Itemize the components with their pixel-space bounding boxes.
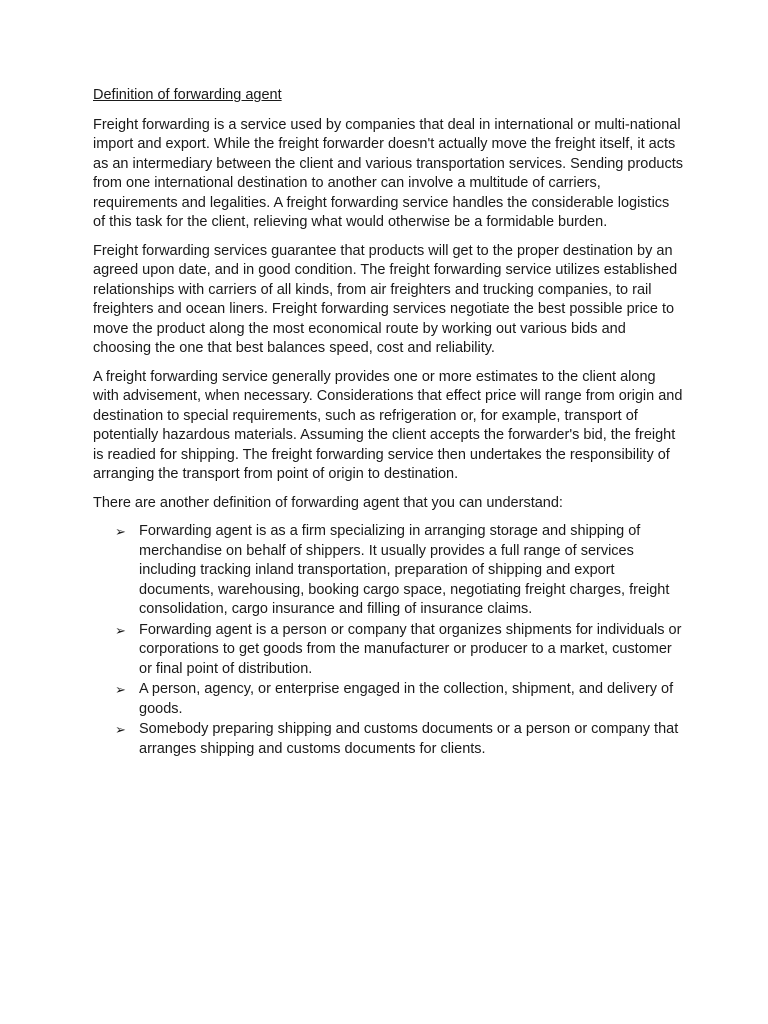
list-item-text: Forwarding agent is a person or company that organizes shipments for individuals or corporations to get goods from the manufacturer or producer to a market, customer or final point of distribution. (139, 621, 682, 677)
definition-list (93, 522, 683, 759)
paragraph-3: A freight forwarding service generally provides one or more estimates to the client along with advisement, when necessary. Considerations that effect price will range from origin and destination to special requirements, such as refrigeration or, for example, transport of potentially hazardous materials. Assuming the client accepts the forwarder's bid, the freight is readied for shipping. The freight forwarding service then undertakes the responsibility of arranging the transport from point of origin to destination. (93, 368, 683, 482)
paragraph-1: Freight forwarding is a service used by companies that deal in international or multi-national import and export. While the freight forwarder doesn't actually move the freight itself, it acts as an intermediary between the client and various transportation services. Sending products from one international destination to another can involve a multitude of carriers, requirements and legalities. A freight forwarding service handles the considerable logistics of this task for the client, relieving what would otherwise be a formidable burden. (93, 116, 683, 230)
paragraph-2: Freight forwarding services guarantee that products will get to the proper destination by an agreed upon date, and in good condition. The freight forwarding service utilizes established relationships with carriers of all kinds, from air freighters and trucking companies, to rail freighters and ocean liners. Freight forwarding services negotiate the best possible price to move the product along the most economical route by working out various bids and choosing the one that best balances speed, cost and reliability. (93, 242, 678, 356)
list-item-text: Somebody preparing shipping and customs documents or a person or company that arranges shipping and customs documents for clients. (139, 721, 679, 757)
document-page (93, 86, 683, 760)
list-item (93, 621, 683, 680)
list-item (93, 522, 683, 620)
arrow-bullet-icon: ➢ (115, 524, 126, 539)
arrow-bullet-icon: ➢ (115, 722, 126, 737)
arrow-bullet-icon: ➢ (115, 622, 126, 638)
list-item-text: A person, agency, or enterprise engaged in the collection, shipment, and delivery of goods. (139, 681, 674, 717)
arrow-bullet-icon: ➢ (115, 682, 126, 697)
list-item (93, 680, 683, 719)
paragraph-intro-list: There are another definition of forwarding agent that you can understand: (93, 494, 563, 511)
document-heading: Definition of forwarding agent (93, 87, 282, 103)
list-item (93, 720, 683, 759)
list-item-text: Forwarding agent is as a firm specializing in arranging storage and shipping of merchandise on behalf of shippers. It usually provides a full range of services including tracking inland transportation, preparation of shipping and export documents, warehousing, booking cargo space, negotiating freight charges, freight consolidation, cargo insurance and filling of insurance claims. (139, 523, 670, 617)
